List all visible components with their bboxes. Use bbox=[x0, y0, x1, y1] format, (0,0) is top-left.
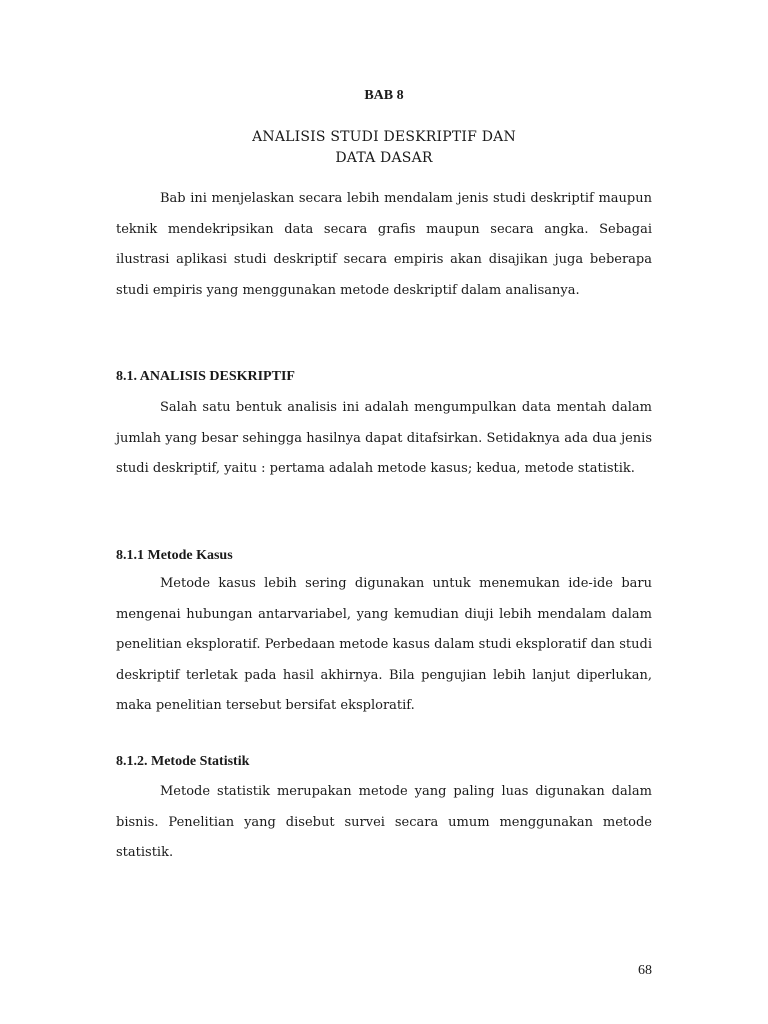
chapter-title-line-2: DATA DASAR bbox=[335, 150, 433, 166]
section-heading-metode-kasus: 8.1.1 Metode Kasus bbox=[116, 548, 233, 563]
chapter-label: BAB 8 bbox=[364, 88, 404, 103]
page-number: 68 bbox=[638, 963, 652, 978]
chapter-title bbox=[0, 127, 768, 169]
chapter-title-line-1: ANALISIS STUDI DESKRIPTIF DAN bbox=[252, 129, 516, 145]
section-paragraph-metode-kasus: Metode kasus lebih sering digunakan untuk menemukan ide-ide baru mengenai hubungan antarvariabel, yang kemudian diuji lebih mendalam dalam penelitian eksploratif. Perbedaan metode kasus dalam studi eksploratif dan studi deskriptif terletak pada hasil akhirnya. Bila pengujian lebih lanjut diperlukan, maka penelitian tersebut bersifat eksploratif. bbox=[116, 576, 652, 713]
section-paragraph-analisis-deskriptif: Salah satu bentuk analisis ini adalah mengumpulkan data mentah dalam jumlah yang besar sehingga hasilnya dapat ditafsirkan. Setidaknya ada dua jenis studi deskriptif, yaitu : pertama adalah metode kasus; kedua, metode statistik. bbox=[116, 400, 652, 476]
section-heading-analisis-deskriptif: 8.1. ANALISIS DESKRIPTIF bbox=[116, 369, 295, 384]
section-paragraph-metode-statistik: Metode statistik merupakan metode yang paling luas digunakan dalam bisnis. Penelitian yang disebut survei secara umum menggunakan metode statistik. bbox=[116, 784, 652, 860]
intro-paragraph: Bab ini menjelaskan secara lebih mendalam jenis studi deskriptif maupun teknik mendekripsikan data secara grafis maupun secara angka. Sebagai ilustrasi aplikasi studi deskriptif secara empiris akan disajikan juga beberapa studi empiris yang menggunakan metode deskriptif dalam analisanya. bbox=[116, 191, 652, 298]
section-heading-metode-statistik: 8.1.2. Metode Statistik bbox=[116, 754, 250, 769]
